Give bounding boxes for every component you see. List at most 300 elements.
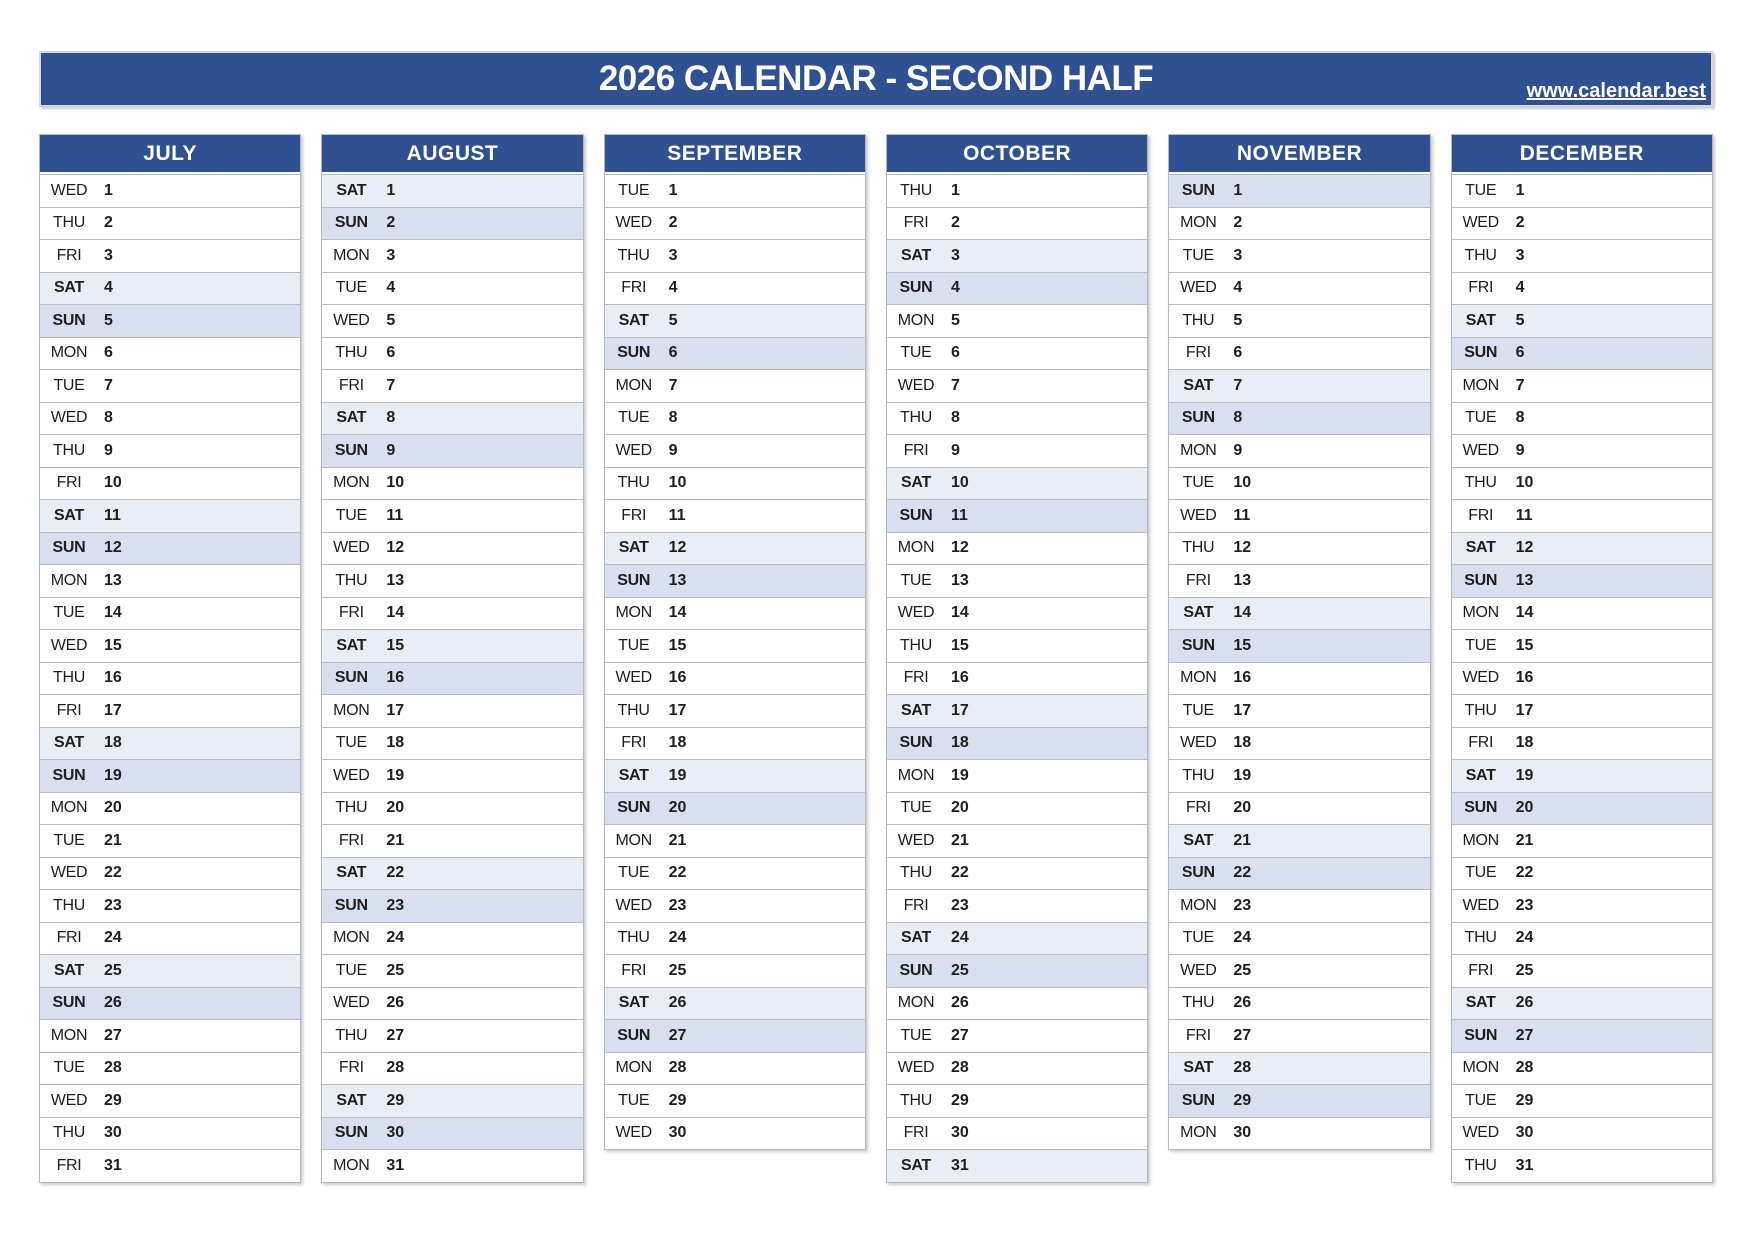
day-number: 5 <box>386 311 396 329</box>
day-number: 1 <box>386 181 396 199</box>
weekday-label: SAT <box>54 279 84 297</box>
weekday-label: FRI <box>1468 279 1494 297</box>
weekday-label: MON <box>897 766 935 784</box>
day-row-september-16 <box>605 662 865 695</box>
weekday-label: MON <box>333 929 370 947</box>
day-number: 20 <box>668 799 687 817</box>
day-row-december-9 <box>1452 434 1712 467</box>
weekday-label: SUN <box>334 1124 368 1142</box>
day-row-august-8 <box>322 402 582 435</box>
weekday-label: SAT <box>336 864 367 882</box>
day-row-july-7 <box>40 369 300 402</box>
day-number: 19 <box>668 766 687 784</box>
weekday-label: SUN <box>52 539 86 557</box>
day-row-july-9 <box>40 434 300 467</box>
weekday-label: FRI <box>903 1124 929 1142</box>
day-number: 30 <box>668 1124 687 1142</box>
day-row-august-22 <box>322 857 582 890</box>
day-row-october-2 <box>887 207 1147 240</box>
day-number: 12 <box>668 539 687 557</box>
weekday-label: SUN <box>1181 1091 1215 1109</box>
day-row-october-10 <box>887 467 1147 500</box>
day-number: 12 <box>386 539 405 557</box>
weekday-label: SUN <box>617 1026 651 1044</box>
day-row-august-14 <box>322 597 582 630</box>
weekday-label: THU <box>335 1026 368 1044</box>
day-row-september-18 <box>605 727 865 760</box>
day-number: 20 <box>1515 799 1534 817</box>
day-row-october-1 <box>887 174 1147 207</box>
day-row-september-19 <box>605 759 865 792</box>
weekday-label: THU <box>1182 311 1215 329</box>
weekday-label: TUE <box>335 961 367 979</box>
weekday-label: MON <box>1462 831 1499 849</box>
day-number: 29 <box>386 1091 405 1109</box>
weekday-label: MON <box>50 1026 88 1044</box>
day-row-august-7 <box>322 369 582 402</box>
weekday-label: TUE <box>618 1091 650 1109</box>
day-row-september-6 <box>605 337 865 370</box>
weekday-label: TUE <box>900 1026 932 1044</box>
month-title: SEPTEMBER <box>605 135 865 174</box>
day-row-october-12 <box>887 532 1147 565</box>
weekday-label: WED <box>1462 669 1499 687</box>
day-number: 20 <box>104 799 122 817</box>
day-row-july-6 <box>40 337 300 370</box>
day-number: 6 <box>668 344 678 362</box>
weekday-label: SUN <box>617 344 651 362</box>
day-number: 26 <box>951 994 969 1012</box>
day-row-december-21 <box>1452 824 1712 857</box>
day-row-august-4 <box>322 272 582 305</box>
weekday-label: SAT <box>54 961 84 979</box>
day-row-november-29 <box>1169 1084 1429 1117</box>
day-number: 14 <box>1233 604 1252 622</box>
day-row-september-13 <box>605 564 865 597</box>
weekday-label: WED <box>897 1059 935 1077</box>
day-row-september-2 <box>605 207 865 240</box>
month-october <box>886 134 1148 1183</box>
day-row-september-8 <box>605 402 865 435</box>
day-number: 3 <box>104 246 113 264</box>
day-number: 19 <box>104 766 122 784</box>
day-row-august-20 <box>322 792 582 825</box>
day-number: 16 <box>104 669 122 687</box>
day-row-november-23 <box>1169 889 1429 922</box>
weekday-label: MON <box>1180 441 1217 459</box>
month-november <box>1168 134 1430 1150</box>
day-number: 1 <box>668 181 678 199</box>
day-number: 16 <box>1233 669 1252 687</box>
day-row-august-16 <box>322 662 582 695</box>
weekday-label: THU <box>1464 929 1497 947</box>
day-row-august-17 <box>322 694 582 727</box>
day-number: 11 <box>386 506 404 524</box>
day-number: 1 <box>104 181 113 199</box>
day-number: 2 <box>386 214 396 232</box>
weekday-label: MON <box>1180 896 1217 914</box>
website-link[interactable]: www.calendar.best <box>1526 80 1706 102</box>
weekday-label: TUE <box>53 1059 85 1077</box>
weekday-label: SAT <box>1465 311 1496 329</box>
day-number: 7 <box>668 376 678 394</box>
weekday-label: THU <box>1464 246 1497 264</box>
weekday-label: SUN <box>899 506 933 524</box>
day-row-october-17 <box>887 694 1147 727</box>
day-number: 31 <box>1515 1156 1534 1174</box>
weekday-label: MON <box>1180 214 1217 232</box>
day-number: 16 <box>1515 669 1534 687</box>
weekday-label: MON <box>50 571 88 589</box>
day-number: 8 <box>386 409 396 427</box>
weekday-label: MON <box>1462 376 1499 394</box>
day-row-july-31 <box>40 1149 300 1182</box>
day-number: 30 <box>1515 1124 1534 1142</box>
day-number: 2 <box>951 214 960 232</box>
day-number: 13 <box>1233 571 1252 589</box>
day-row-august-24 <box>322 922 582 955</box>
day-number: 11 <box>104 506 121 524</box>
weekday-label: FRI <box>338 604 364 622</box>
day-row-july-4 <box>40 272 300 305</box>
day-row-december-17 <box>1452 694 1712 727</box>
day-row-october-9 <box>887 434 1147 467</box>
day-row-december-16 <box>1452 662 1712 695</box>
day-number: 18 <box>951 734 969 752</box>
day-row-august-27 <box>322 1019 582 1052</box>
weekday-label: SAT <box>336 636 367 654</box>
day-row-july-16 <box>40 662 300 695</box>
day-number: 11 <box>1515 506 1533 524</box>
weekday-label: SAT <box>618 311 649 329</box>
day-row-july-18 <box>40 727 300 760</box>
day-row-november-30 <box>1169 1117 1429 1150</box>
weekday-label: THU <box>617 246 650 264</box>
weekday-label: SAT <box>1183 604 1214 622</box>
month-july <box>39 134 301 1183</box>
day-number: 14 <box>386 604 405 622</box>
month-title: AUGUST <box>322 135 582 174</box>
weekday-label: MON <box>50 344 88 362</box>
weekday-label: THU <box>1182 766 1215 784</box>
day-number: 7 <box>951 376 960 394</box>
day-row-july-15 <box>40 629 300 662</box>
weekday-label: THU <box>1182 994 1215 1012</box>
day-number: 5 <box>1515 311 1525 329</box>
weekday-label: WED <box>615 441 652 459</box>
day-row-november-3 <box>1169 239 1429 272</box>
weekday-label: TUE <box>900 344 932 362</box>
day-number: 10 <box>1233 474 1252 492</box>
day-number: 25 <box>668 961 687 979</box>
day-row-september-11 <box>605 499 865 532</box>
day-row-october-16 <box>887 662 1147 695</box>
day-row-december-26 <box>1452 987 1712 1020</box>
day-row-november-18 <box>1169 727 1429 760</box>
day-number: 14 <box>951 604 969 622</box>
day-row-august-11 <box>322 499 582 532</box>
weekday-label: SAT <box>618 994 649 1012</box>
day-row-october-11 <box>887 499 1147 532</box>
day-row-september-20 <box>605 792 865 825</box>
weekday-label: SAT <box>901 246 931 264</box>
day-number: 15 <box>1515 636 1534 654</box>
day-number: 21 <box>386 831 405 849</box>
day-number: 22 <box>1233 864 1252 882</box>
day-number: 22 <box>386 864 405 882</box>
day-row-november-14 <box>1169 597 1429 630</box>
weekday-label: SUN <box>899 734 933 752</box>
day-number: 29 <box>1515 1091 1534 1109</box>
day-row-november-10 <box>1169 467 1429 500</box>
weekday-label: TUE <box>1465 864 1497 882</box>
day-row-august-1 <box>322 174 582 207</box>
weekday-label: FRI <box>56 701 82 719</box>
month-title: DECEMBER <box>1452 135 1712 174</box>
weekday-label: WED <box>1462 441 1499 459</box>
day-number: 21 <box>668 831 687 849</box>
day-row-september-21 <box>605 824 865 857</box>
day-number: 21 <box>951 831 969 849</box>
day-row-july-12 <box>40 532 300 565</box>
weekday-label: THU <box>53 441 85 459</box>
day-number: 10 <box>104 474 122 492</box>
month-august <box>321 134 583 1183</box>
day-row-september-3 <box>605 239 865 272</box>
day-row-december-7 <box>1452 369 1712 402</box>
weekday-label: THU <box>1464 474 1497 492</box>
day-number: 13 <box>668 571 687 589</box>
day-number: 1 <box>951 181 960 199</box>
day-row-july-21 <box>40 824 300 857</box>
weekday-label: SUN <box>617 799 651 817</box>
day-number: 9 <box>104 441 113 459</box>
day-row-december-2 <box>1452 207 1712 240</box>
day-number: 15 <box>668 636 687 654</box>
weekday-label: WED <box>897 831 935 849</box>
weekday-label: SUN <box>1464 799 1498 817</box>
day-number: 16 <box>668 669 687 687</box>
weekday-label: MON <box>897 311 935 329</box>
day-number: 10 <box>1515 474 1534 492</box>
month-september <box>604 134 866 1150</box>
weekday-label: THU <box>53 214 85 232</box>
weekday-label: WED <box>50 409 88 427</box>
day-number: 7 <box>1233 376 1243 394</box>
day-number: 25 <box>951 961 969 979</box>
day-number: 23 <box>386 896 405 914</box>
weekday-label: WED <box>897 376 935 394</box>
weekday-label: MON <box>333 1156 370 1174</box>
day-row-december-27 <box>1452 1019 1712 1052</box>
weekday-label: THU <box>1182 539 1215 557</box>
day-row-september-7 <box>605 369 865 402</box>
day-row-november-4 <box>1169 272 1429 305</box>
day-number: 17 <box>668 701 687 719</box>
weekday-label: SAT <box>336 409 367 427</box>
day-row-october-14 <box>887 597 1147 630</box>
weekday-label: TUE <box>618 636 650 654</box>
day-number: 25 <box>386 961 405 979</box>
day-number: 17 <box>386 701 405 719</box>
weekday-label: TUE <box>1465 1091 1497 1109</box>
day-row-august-2 <box>322 207 582 240</box>
weekday-label: SUN <box>1181 864 1215 882</box>
day-row-october-29 <box>887 1084 1147 1117</box>
day-number: 4 <box>951 279 960 297</box>
day-number: 24 <box>104 929 122 947</box>
weekday-label: FRI <box>621 506 647 524</box>
day-row-august-31 <box>322 1149 582 1182</box>
weekday-label: FRI <box>1468 734 1494 752</box>
day-number: 31 <box>951 1156 969 1174</box>
weekday-label: MON <box>615 831 652 849</box>
day-number: 14 <box>1515 604 1534 622</box>
day-row-october-24 <box>887 922 1147 955</box>
weekday-label: WED <box>333 539 370 557</box>
day-number: 19 <box>386 766 405 784</box>
weekday-label: MON <box>897 994 935 1012</box>
weekday-label: WED <box>1462 214 1499 232</box>
day-number: 22 <box>668 864 687 882</box>
day-number: 8 <box>951 409 960 427</box>
weekday-label: WED <box>615 669 652 687</box>
day-row-july-2 <box>40 207 300 240</box>
day-number: 1 <box>1233 181 1243 199</box>
day-row-december-3 <box>1452 239 1712 272</box>
weekday-label: FRI <box>621 734 647 752</box>
day-row-august-9 <box>322 434 582 467</box>
day-number: 24 <box>951 929 969 947</box>
day-number: 23 <box>1233 896 1252 914</box>
day-number: 11 <box>668 506 686 524</box>
weekday-label: WED <box>1462 1124 1499 1142</box>
day-number: 28 <box>1233 1059 1252 1077</box>
weekday-label: SUN <box>1181 409 1215 427</box>
day-row-december-11 <box>1452 499 1712 532</box>
weekday-label: SAT <box>901 1156 931 1174</box>
weekday-label: TUE <box>1465 409 1497 427</box>
weekday-label: WED <box>1180 279 1217 297</box>
day-number: 11 <box>1233 506 1251 524</box>
weekday-label: SUN <box>52 766 86 784</box>
day-row-october-30 <box>887 1117 1147 1150</box>
day-row-october-7 <box>887 369 1147 402</box>
day-number: 20 <box>386 799 405 817</box>
weekday-label: SUN <box>1181 636 1215 654</box>
weekday-label: WED <box>615 1124 652 1142</box>
day-number: 19 <box>951 766 969 784</box>
day-row-july-17 <box>40 694 300 727</box>
weekday-label: MON <box>1462 1059 1499 1077</box>
day-row-october-19 <box>887 759 1147 792</box>
day-number: 21 <box>1515 831 1534 849</box>
day-number: 14 <box>104 604 122 622</box>
day-number: 23 <box>1515 896 1534 914</box>
day-row-december-25 <box>1452 954 1712 987</box>
day-number: 10 <box>668 474 687 492</box>
day-number: 21 <box>104 831 122 849</box>
day-number: 4 <box>104 279 113 297</box>
day-row-october-27 <box>887 1019 1147 1052</box>
weekday-label: THU <box>53 669 85 687</box>
day-number: 3 <box>1515 246 1525 264</box>
weekday-label: MON <box>333 474 370 492</box>
weekday-label: SAT <box>901 701 931 719</box>
day-number: 27 <box>951 1026 969 1044</box>
day-number: 24 <box>1233 929 1252 947</box>
day-number: 2 <box>1233 214 1243 232</box>
weekday-label: THU <box>900 1091 932 1109</box>
day-row-december-20 <box>1452 792 1712 825</box>
weekday-label: SAT <box>336 1091 367 1109</box>
day-number: 3 <box>1233 246 1243 264</box>
weekday-label: SAT <box>901 929 931 947</box>
weekday-label: WED <box>1462 896 1499 914</box>
day-number: 12 <box>951 539 969 557</box>
months-grid <box>39 134 1713 1183</box>
day-number: 17 <box>951 701 969 719</box>
weekday-label: MON <box>615 1059 652 1077</box>
weekday-label: MON <box>897 539 935 557</box>
day-number: 9 <box>951 441 960 459</box>
day-number: 5 <box>668 311 678 329</box>
title-bar <box>39 51 1713 107</box>
day-number: 13 <box>1515 571 1534 589</box>
day-row-august-21 <box>322 824 582 857</box>
weekday-label: THU <box>617 474 650 492</box>
day-number: 8 <box>1515 409 1525 427</box>
day-number: 25 <box>1515 961 1534 979</box>
day-row-july-29 <box>40 1084 300 1117</box>
day-row-november-2 <box>1169 207 1429 240</box>
day-row-august-25 <box>322 954 582 987</box>
day-row-october-23 <box>887 889 1147 922</box>
weekday-label: TUE <box>1182 701 1214 719</box>
weekday-label: TUE <box>900 571 932 589</box>
day-number: 8 <box>104 409 113 427</box>
day-row-july-20 <box>40 792 300 825</box>
day-number: 31 <box>104 1156 122 1174</box>
weekday-label: TUE <box>53 376 85 394</box>
weekday-label: FRI <box>903 441 929 459</box>
weekday-label: FRI <box>1185 344 1211 362</box>
day-row-september-5 <box>605 304 865 337</box>
day-row-november-13 <box>1169 564 1429 597</box>
weekday-label: THU <box>1464 1156 1497 1174</box>
day-number: 2 <box>1515 214 1525 232</box>
day-number: 5 <box>1233 311 1243 329</box>
weekday-label: SUN <box>334 669 368 687</box>
day-number: 3 <box>386 246 396 264</box>
day-row-july-13 <box>40 564 300 597</box>
weekday-label: SUN <box>899 279 933 297</box>
weekday-label: FRI <box>903 896 929 914</box>
day-row-december-12 <box>1452 532 1712 565</box>
weekday-label: SAT <box>901 474 931 492</box>
day-row-july-8 <box>40 402 300 435</box>
day-row-august-12 <box>322 532 582 565</box>
day-row-august-28 <box>322 1052 582 1085</box>
day-row-july-22 <box>40 857 300 890</box>
weekday-label: SUN <box>1464 1026 1498 1044</box>
day-number: 4 <box>386 279 396 297</box>
day-number: 1 <box>1515 181 1525 199</box>
day-row-august-10 <box>322 467 582 500</box>
day-number: 8 <box>668 409 678 427</box>
day-row-september-14 <box>605 597 865 630</box>
day-row-august-29 <box>322 1084 582 1117</box>
